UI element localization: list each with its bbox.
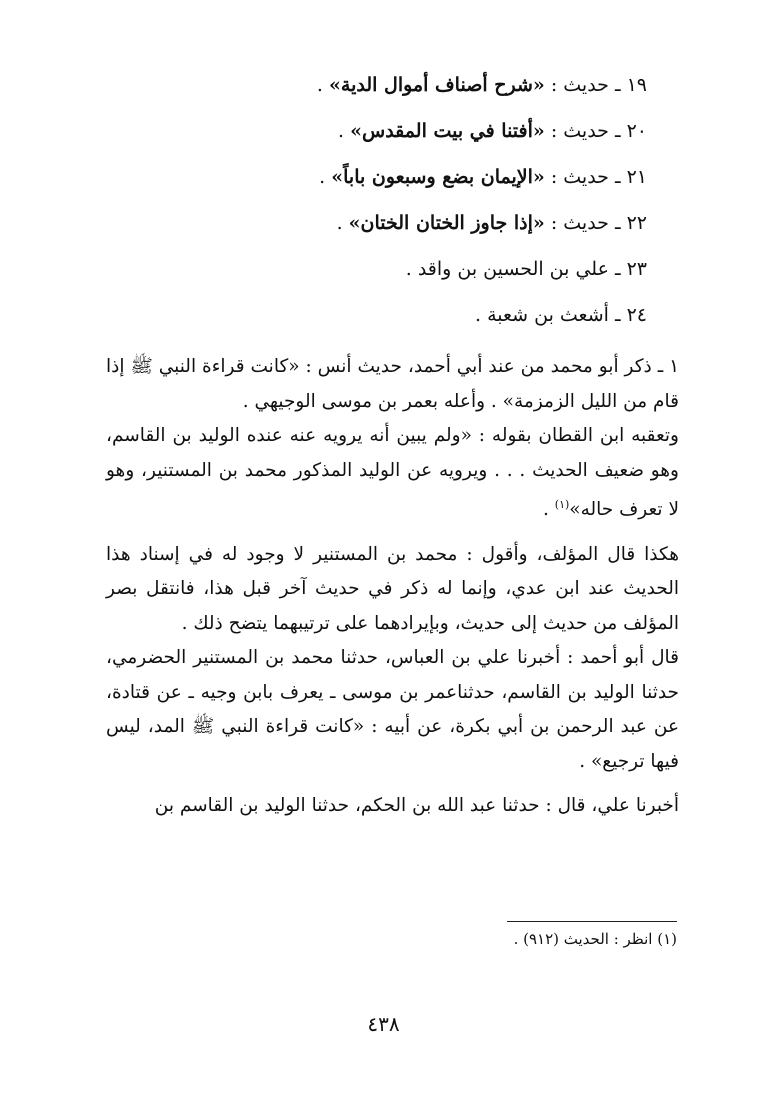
- footnote-reference: (١): [554, 498, 570, 511]
- body-text: [106, 350, 679, 824]
- list-item: [127, 292, 647, 338]
- paragraph-4: قال أبو أحمد : أخبرنا علي بن العباس، حدثنا محمد بن المستنير الحضرمي، حدثنا الوليد بن القاسم، حدثناعمر بن موسى ـ يعرف بابن وجيه ـ عن قتادة، عن عبد الرحمن بن أبي بكرة، عن أبيه : «كانت قراءة النبي ﷺ المد، ليس فيها ترجيع» .: [106, 647, 679, 772]
- list-item-prefix: ٢١ ـ حديث :: [544, 166, 647, 188]
- list-item-prefix: ٢٤ ـ أشعث بن شعبة .: [474, 304, 647, 326]
- paragraph-2: [106, 419, 679, 528]
- list-item-suffix: .: [336, 212, 349, 234]
- list-item-prefix: ٢٢ ـ حديث :: [544, 212, 647, 234]
- list-item-quote: «شرح أصناف أموال الدية»: [329, 74, 545, 96]
- list-item-quote: «أفتنا في بيت المقدس»: [350, 120, 545, 142]
- list-item-quote: «إذا جاوز الختان الختان»: [348, 212, 545, 234]
- footnote: (١) انظر : الحديث (٩١٢) .: [513, 930, 677, 948]
- paragraph-3: هكذا قال المؤلف، وأقول : محمد بن المستنير لا وجود له في إسناد هذا الحديث عند ابن عدي، وإنما له ذكر في حديث آخر قبل هذا، فانتقل بصر المؤلف من حديث إلى حديث، وبإيرادهما على ترتيبهما يتضح ذلك .: [106, 543, 679, 634]
- list-item-prefix: ٢٠ ـ حديث :: [544, 120, 647, 142]
- list-item: [127, 246, 647, 292]
- footnote-divider: [507, 921, 677, 922]
- list-item: [127, 62, 647, 108]
- list-item-suffix: .: [316, 74, 330, 96]
- list-item: [127, 200, 647, 246]
- paragraph-2-end: .: [543, 499, 555, 521]
- list-item-prefix: ٢٣ ـ علي بن الحسين بن واقد .: [405, 258, 647, 280]
- page-number: ٤٣٨: [367, 1012, 400, 1036]
- list-item-suffix: .: [338, 120, 351, 142]
- numbered-list: [127, 62, 647, 338]
- paragraph-1: ١ ـ ذكر أبو محمد من عند أبي أحمد، حديث أنس : «كانت قراءة النبي ﷺ إذا قام من الليل الزمزمة» . وأعله بعمر بن موسى الوجيهي .: [106, 356, 679, 412]
- list-item-quote: «الإيمان بضع وسبعون باباً»: [331, 166, 545, 188]
- list-item: [127, 108, 647, 154]
- paragraph-2-text: وتعقبه ابن القطان بقوله : «ولم يبين أنه يرويه عنه عنده الوليد بن القاسم، وهو ضعيف الحديث . . . ويرويه عن الوليد المذكور محمد بن المستنير، وهو لا تعرف حاله»: [106, 425, 679, 521]
- list-item-suffix: .: [319, 166, 332, 188]
- paragraph-5: أخبرنا علي، قال : حدثنا عبد الله بن الحكم، حدثنا الوليد بن القاسم بن: [154, 795, 679, 817]
- list-item: [127, 154, 647, 200]
- list-item-prefix: ١٩ ـ حديث :: [544, 74, 647, 96]
